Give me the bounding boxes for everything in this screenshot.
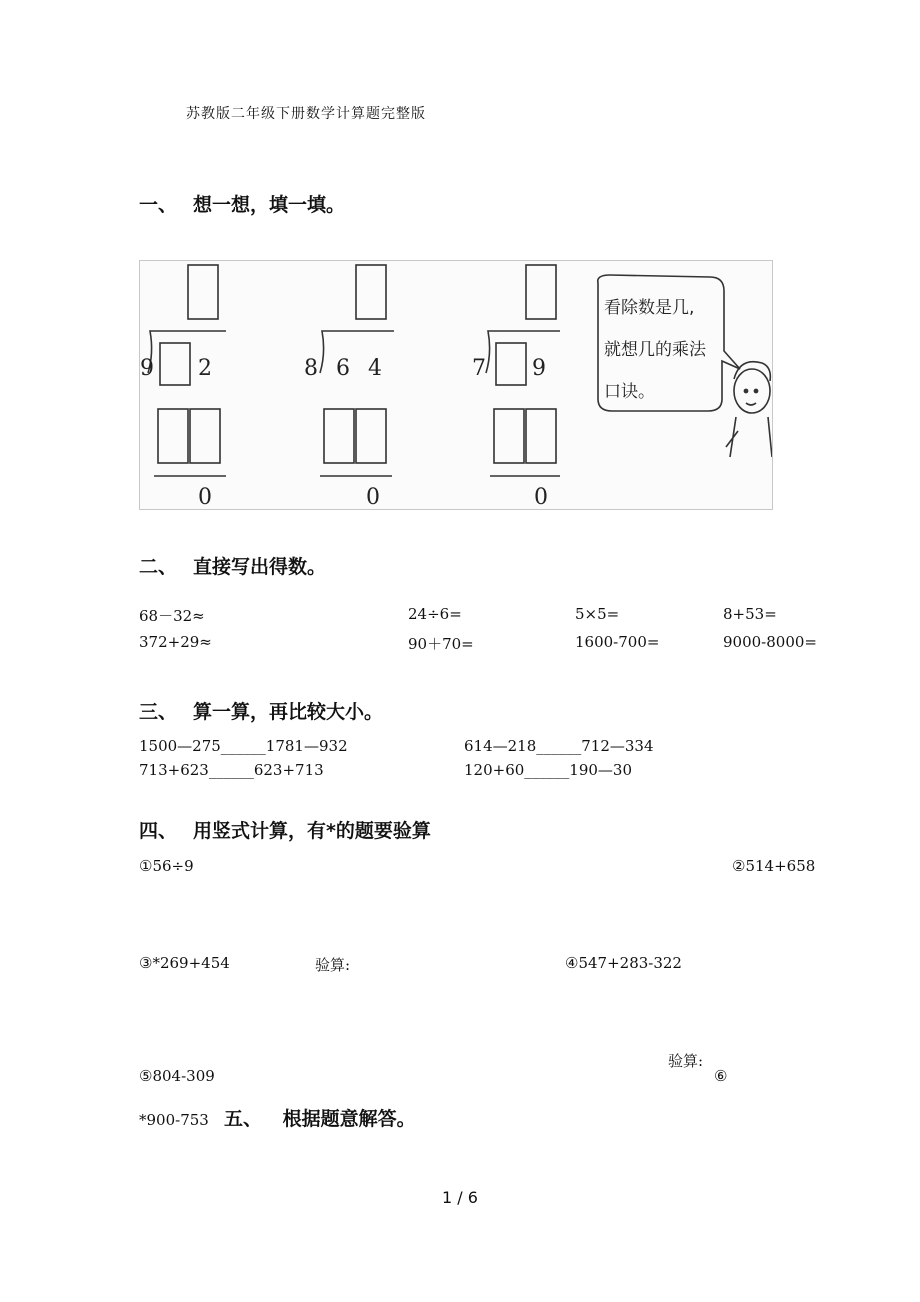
division-illustration xyxy=(140,261,772,509)
section-3-heading xyxy=(139,697,383,724)
remainder-2: 0 xyxy=(366,485,380,509)
vertical-calc-problem: ①56÷9 xyxy=(139,857,194,875)
problem-6-marker: ⑥ xyxy=(714,1067,728,1085)
arith-item: 24÷6= xyxy=(408,605,462,623)
dividend-2-ones: 4 xyxy=(368,356,382,381)
remainder-3: 0 xyxy=(534,485,548,509)
division-bracket xyxy=(486,331,560,373)
section-1-number: 一、 xyxy=(139,194,178,216)
quotient-box xyxy=(356,265,386,319)
arith-item: 8+53= xyxy=(723,605,777,623)
section-2-number: 二、 xyxy=(139,556,178,578)
divisor-1: 9 xyxy=(140,356,154,381)
product-box-ones xyxy=(190,409,220,463)
section-4-heading xyxy=(139,816,431,843)
division-problem-1 xyxy=(148,265,226,476)
division-problem-2 xyxy=(320,265,394,476)
speech-line-3: 口诀。 xyxy=(604,382,655,402)
division-bracket xyxy=(320,331,394,373)
speech-line-1: 看除数是几, xyxy=(604,298,695,318)
arith-item: 68－32≈ xyxy=(139,607,205,625)
check-label: 验算: xyxy=(668,1052,704,1070)
remainder-1: 0 xyxy=(198,485,212,509)
product-box-tens xyxy=(494,409,524,463)
product-box-tens xyxy=(158,409,188,463)
section-1-title: 想一想，填一填。 xyxy=(193,194,346,216)
arith-item: 9000-8000= xyxy=(723,633,817,651)
compare-item: 713+623______623+713 xyxy=(139,761,324,779)
product-box-ones xyxy=(356,409,386,463)
vertical-calc-problem: ⑤804-309 xyxy=(139,1067,215,1085)
dividend-2-tens: 6 xyxy=(336,356,350,381)
divisor-2: 8 xyxy=(304,356,318,381)
product-box-tens xyxy=(324,409,354,463)
arith-item: 372+29≈ xyxy=(139,633,212,651)
compare-item: 120+60______190—30 xyxy=(464,761,633,779)
section-4-title: 用竖式计算，有*的题要验算 xyxy=(193,820,431,842)
vertical-calc-problem: ③*269+454 xyxy=(139,954,230,972)
dividend-box xyxy=(496,343,526,385)
arith-item: 90＋70= xyxy=(408,635,474,653)
section-5-number: 五、 xyxy=(223,1108,262,1130)
division-problem-3 xyxy=(486,265,560,476)
check-label: 验算: xyxy=(315,956,351,974)
dividend-1-ones: 2 xyxy=(198,356,212,381)
section-4-number: 四、 xyxy=(139,820,178,842)
divisor-3: 7 xyxy=(472,356,486,381)
section-5-title: 根据题意解答。 xyxy=(282,1108,416,1130)
section-2-heading xyxy=(139,552,326,579)
section-5-heading xyxy=(224,1108,416,1130)
section-3-title: 算一算，再比较大小。 xyxy=(193,701,384,723)
section-3-number: 三、 xyxy=(139,701,178,723)
page-number: 1 / 6 xyxy=(442,1188,478,1207)
arith-item: 5×5= xyxy=(575,605,620,623)
section-2-title: 直接写出得数。 xyxy=(193,556,327,578)
boy-illustration-icon xyxy=(726,362,772,457)
compare-item: 1500—275______1781—932 xyxy=(139,737,348,755)
compare-item: 614—218______712—334 xyxy=(464,737,654,755)
vertical-calc-problem: ④547+283-322 xyxy=(565,954,682,972)
division-figure xyxy=(139,260,773,510)
arith-item: 1600-700= xyxy=(575,633,660,651)
problem-6-and-section-5-line xyxy=(139,1104,416,1131)
quotient-box xyxy=(526,265,556,319)
product-box-ones xyxy=(526,409,556,463)
document-title: 苏教版二年级下册数学计算题完整版 xyxy=(186,106,426,122)
speech-line-2: 就想几的乘法 xyxy=(604,340,706,360)
quotient-box xyxy=(188,265,218,319)
section-1-heading xyxy=(139,190,345,217)
dividend-3-ones: 9 xyxy=(532,356,546,381)
dividend-box xyxy=(160,343,190,385)
vertical-calc-problem: *900-753 xyxy=(139,1111,209,1129)
vertical-calc-problem: ②514+658 xyxy=(732,857,816,875)
